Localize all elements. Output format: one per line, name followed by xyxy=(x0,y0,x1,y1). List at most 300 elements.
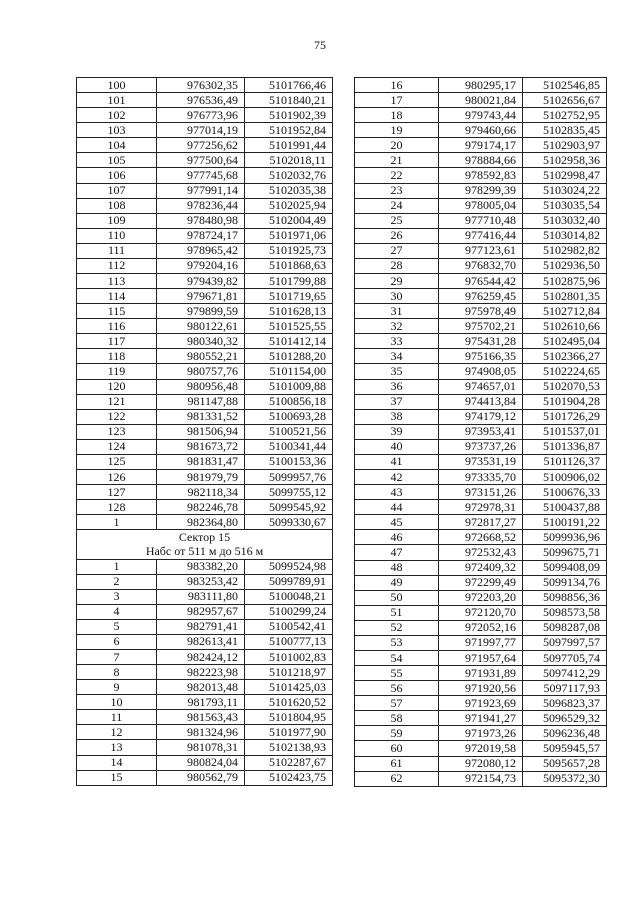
point-number-cell: 123 xyxy=(77,424,157,439)
x-coordinate-cell: 981331,52 xyxy=(157,409,245,424)
x-coordinate-cell: 977500,64 xyxy=(157,153,245,168)
x-coordinate-cell: 972154,73 xyxy=(439,771,523,786)
x-coordinate-cell: 977416,44 xyxy=(439,228,523,243)
y-coordinate-cell: 5098573,58 xyxy=(523,605,607,620)
table-row xyxy=(77,183,333,198)
table-row xyxy=(77,755,333,770)
y-coordinate-cell: 5096236,48 xyxy=(523,726,607,741)
point-number-cell: 15 xyxy=(77,770,157,785)
y-coordinate-cell: 5100856,18 xyxy=(245,394,333,409)
y-coordinate-cell: 5102423,75 xyxy=(245,770,333,785)
point-number-cell: 1 xyxy=(77,515,157,530)
y-coordinate-cell: 5100676,33 xyxy=(523,485,607,500)
y-coordinate-cell: 5101952,84 xyxy=(245,123,333,138)
x-coordinate-cell: 983253,42 xyxy=(157,574,245,589)
point-number-cell: 43 xyxy=(355,485,439,500)
x-coordinate-cell: 977256,62 xyxy=(157,138,245,153)
point-number-cell: 17 xyxy=(355,93,439,108)
table-row xyxy=(355,575,607,590)
table-row xyxy=(77,123,333,138)
table-row xyxy=(77,589,333,604)
table-row xyxy=(77,574,333,589)
point-number-cell: 103 xyxy=(77,123,157,138)
point-number-cell: 23 xyxy=(355,183,439,198)
page-number: 75 xyxy=(314,38,326,52)
table-row xyxy=(77,213,333,228)
table-row xyxy=(355,439,607,454)
y-coordinate-cell: 5099408,09 xyxy=(523,560,607,575)
y-coordinate-cell: 5102998,47 xyxy=(523,168,607,183)
table-row xyxy=(77,93,333,108)
table-row xyxy=(355,228,607,243)
point-number-cell: 21 xyxy=(355,153,439,168)
x-coordinate-cell: 972299,49 xyxy=(439,575,523,590)
point-number-cell: 101 xyxy=(77,93,157,108)
y-coordinate-cell: 5101336,87 xyxy=(523,439,607,454)
table-row xyxy=(77,304,333,319)
y-coordinate-cell: 5101537,01 xyxy=(523,424,607,439)
table-row xyxy=(77,710,333,725)
table-row xyxy=(355,274,607,289)
x-coordinate-cell: 983382,20 xyxy=(157,559,245,574)
x-coordinate-cell: 972203,20 xyxy=(439,590,523,605)
sector-title: Сектор 15 xyxy=(77,530,333,545)
table-row xyxy=(355,153,607,168)
table-row xyxy=(355,138,607,153)
y-coordinate-cell: 5099755,12 xyxy=(245,485,333,500)
x-coordinate-cell: 979743,44 xyxy=(439,108,523,123)
table-row xyxy=(355,741,607,756)
x-coordinate-cell: 972532,43 xyxy=(439,545,523,560)
left-coordinates-table xyxy=(76,77,333,786)
point-number-cell: 16 xyxy=(355,78,439,93)
y-coordinate-cell: 5095372,30 xyxy=(523,771,607,786)
table-row xyxy=(77,424,333,439)
point-number-cell: 126 xyxy=(77,470,157,485)
x-coordinate-cell: 980956,48 xyxy=(157,379,245,394)
table-row xyxy=(77,198,333,213)
y-coordinate-cell: 5102138,93 xyxy=(245,740,333,755)
table-row xyxy=(77,153,333,168)
table-row xyxy=(355,590,607,605)
x-coordinate-cell: 980552,21 xyxy=(157,349,245,364)
table-row xyxy=(77,485,333,500)
y-coordinate-cell: 5102875,96 xyxy=(523,274,607,289)
table-row xyxy=(355,78,607,93)
y-coordinate-cell: 5095657,28 xyxy=(523,756,607,771)
table-row xyxy=(355,183,607,198)
sector-header-row xyxy=(77,544,333,559)
point-number-cell: 121 xyxy=(77,394,157,409)
y-coordinate-cell: 5095945,57 xyxy=(523,741,607,756)
x-coordinate-cell: 981793,11 xyxy=(157,695,245,710)
y-coordinate-cell: 5100153,36 xyxy=(245,454,333,469)
y-coordinate-cell: 5097997,57 xyxy=(523,635,607,650)
table-row xyxy=(355,168,607,183)
y-coordinate-cell: 5103035,54 xyxy=(523,198,607,213)
y-coordinate-cell: 5100341,44 xyxy=(245,439,333,454)
point-number-cell: 110 xyxy=(77,228,157,243)
x-coordinate-cell: 972409,32 xyxy=(439,560,523,575)
point-number-cell: 119 xyxy=(77,364,157,379)
point-number-cell: 127 xyxy=(77,485,157,500)
x-coordinate-cell: 982364,80 xyxy=(157,515,245,530)
table-row xyxy=(77,364,333,379)
x-coordinate-cell: 973335,70 xyxy=(439,470,523,485)
x-coordinate-cell: 978965,42 xyxy=(157,243,245,258)
x-coordinate-cell: 974179,12 xyxy=(439,409,523,424)
right-coordinates-table xyxy=(354,77,607,787)
point-number-cell: 34 xyxy=(355,349,439,364)
table-row xyxy=(355,485,607,500)
table-row xyxy=(77,289,333,304)
table-row xyxy=(355,123,607,138)
y-coordinate-cell: 5100299,24 xyxy=(245,604,333,619)
y-coordinate-cell: 5101804,95 xyxy=(245,710,333,725)
table-row xyxy=(355,108,607,123)
x-coordinate-cell: 975166,35 xyxy=(439,349,523,364)
point-number-cell: 19 xyxy=(355,123,439,138)
x-coordinate-cell: 972978,31 xyxy=(439,500,523,515)
table-row xyxy=(77,604,333,619)
point-number-cell: 5 xyxy=(77,619,157,634)
x-coordinate-cell: 981324,96 xyxy=(157,725,245,740)
table-row xyxy=(355,650,607,665)
x-coordinate-cell: 981563,43 xyxy=(157,710,245,725)
x-coordinate-cell: 973531,19 xyxy=(439,454,523,469)
y-coordinate-cell: 5098287,08 xyxy=(523,620,607,635)
y-coordinate-cell: 5102035,38 xyxy=(245,183,333,198)
table-row xyxy=(77,274,333,289)
x-coordinate-cell: 974413,84 xyxy=(439,394,523,409)
y-coordinate-cell: 5101525,55 xyxy=(245,319,333,334)
y-coordinate-cell: 5100521,56 xyxy=(245,424,333,439)
x-coordinate-cell: 976302,35 xyxy=(157,78,245,93)
point-number-cell: 49 xyxy=(355,575,439,590)
table-row xyxy=(77,108,333,123)
point-number-cell: 50 xyxy=(355,590,439,605)
x-coordinate-cell: 977123,61 xyxy=(439,243,523,258)
x-coordinate-cell: 971997,77 xyxy=(439,635,523,650)
x-coordinate-cell: 976773,96 xyxy=(157,108,245,123)
table-row xyxy=(77,78,333,93)
x-coordinate-cell: 971957,64 xyxy=(439,650,523,665)
point-number-cell: 53 xyxy=(355,635,439,650)
x-coordinate-cell: 979460,66 xyxy=(439,123,523,138)
point-number-cell: 46 xyxy=(355,530,439,545)
x-coordinate-cell: 971923,69 xyxy=(439,696,523,711)
x-coordinate-cell: 982613,41 xyxy=(157,634,245,649)
y-coordinate-cell: 5099936,96 xyxy=(523,530,607,545)
x-coordinate-cell: 977745,68 xyxy=(157,168,245,183)
point-number-cell: 14 xyxy=(77,755,157,770)
point-number-cell: 56 xyxy=(355,681,439,696)
table-row xyxy=(77,619,333,634)
table-row xyxy=(355,545,607,560)
point-number-cell: 125 xyxy=(77,454,157,469)
point-number-cell: 13 xyxy=(77,740,157,755)
y-coordinate-cell: 5101126,37 xyxy=(523,454,607,469)
table-row xyxy=(77,138,333,153)
table-row xyxy=(77,634,333,649)
x-coordinate-cell: 975702,21 xyxy=(439,319,523,334)
y-coordinate-cell: 5102801,35 xyxy=(523,289,607,304)
table-row xyxy=(355,319,607,334)
point-number-cell: 45 xyxy=(355,515,439,530)
point-number-cell: 128 xyxy=(77,500,157,515)
point-number-cell: 11 xyxy=(77,710,157,725)
point-number-cell: 114 xyxy=(77,289,157,304)
table-row xyxy=(355,454,607,469)
point-number-cell: 117 xyxy=(77,334,157,349)
x-coordinate-cell: 978724,17 xyxy=(157,228,245,243)
y-coordinate-cell: 5102070,53 xyxy=(523,379,607,394)
y-coordinate-cell: 5101868,63 xyxy=(245,258,333,273)
x-coordinate-cell: 979671,81 xyxy=(157,289,245,304)
y-coordinate-cell: 5102032,76 xyxy=(245,168,333,183)
x-coordinate-cell: 980824,04 xyxy=(157,755,245,770)
x-coordinate-cell: 972668,52 xyxy=(439,530,523,545)
y-coordinate-cell: 5102025,94 xyxy=(245,198,333,213)
y-coordinate-cell: 5100048,21 xyxy=(245,589,333,604)
table-row xyxy=(77,379,333,394)
y-coordinate-cell: 5101412,14 xyxy=(245,334,333,349)
point-number-cell: 18 xyxy=(355,108,439,123)
x-coordinate-cell: 972817,27 xyxy=(439,515,523,530)
y-coordinate-cell: 5102366,27 xyxy=(523,349,607,364)
point-number-cell: 27 xyxy=(355,243,439,258)
point-number-cell: 2 xyxy=(77,574,157,589)
point-number-cell: 115 xyxy=(77,304,157,319)
point-number-cell: 107 xyxy=(77,183,157,198)
y-coordinate-cell: 5096529,32 xyxy=(523,711,607,726)
table-row xyxy=(77,740,333,755)
point-number-cell: 104 xyxy=(77,138,157,153)
table-row xyxy=(355,560,607,575)
y-coordinate-cell: 5102004,49 xyxy=(245,213,333,228)
point-number-cell: 122 xyxy=(77,409,157,424)
table-row xyxy=(77,454,333,469)
point-number-cell: 40 xyxy=(355,439,439,454)
y-coordinate-cell: 5101628,13 xyxy=(245,304,333,319)
x-coordinate-cell: 983111,80 xyxy=(157,589,245,604)
y-coordinate-cell: 5103014,82 xyxy=(523,228,607,243)
point-number-cell: 8 xyxy=(77,665,157,680)
sector-header-row xyxy=(77,530,333,545)
y-coordinate-cell: 5100542,41 xyxy=(245,619,333,634)
x-coordinate-cell: 976544,42 xyxy=(439,274,523,289)
y-coordinate-cell: 5101904,28 xyxy=(523,394,607,409)
point-number-cell: 111 xyxy=(77,243,157,258)
y-coordinate-cell: 5099330,67 xyxy=(245,515,333,530)
table-row xyxy=(77,649,333,664)
x-coordinate-cell: 978884,66 xyxy=(439,153,523,168)
table-row xyxy=(77,334,333,349)
point-number-cell: 116 xyxy=(77,319,157,334)
x-coordinate-cell: 981506,94 xyxy=(157,424,245,439)
point-number-cell: 57 xyxy=(355,696,439,711)
y-coordinate-cell: 5099789,91 xyxy=(245,574,333,589)
y-coordinate-cell: 5102495,04 xyxy=(523,334,607,349)
table-row xyxy=(355,515,607,530)
x-coordinate-cell: 982118,34 xyxy=(157,485,245,500)
y-coordinate-cell: 5097705,74 xyxy=(523,650,607,665)
y-coordinate-cell: 5099524,98 xyxy=(245,559,333,574)
point-number-cell: 109 xyxy=(77,213,157,228)
point-number-cell: 26 xyxy=(355,228,439,243)
y-coordinate-cell: 5101009,88 xyxy=(245,379,333,394)
y-coordinate-cell: 5100693,28 xyxy=(245,409,333,424)
table-row xyxy=(355,771,607,786)
table-row xyxy=(355,726,607,741)
y-coordinate-cell: 5100906,02 xyxy=(523,470,607,485)
x-coordinate-cell: 978592,83 xyxy=(439,168,523,183)
y-coordinate-cell: 5101971,06 xyxy=(245,228,333,243)
table-row xyxy=(77,725,333,740)
table-row xyxy=(77,168,333,183)
y-coordinate-cell: 5101620,52 xyxy=(245,695,333,710)
x-coordinate-cell: 981078,31 xyxy=(157,740,245,755)
x-coordinate-cell: 978480,98 xyxy=(157,213,245,228)
table-row xyxy=(77,665,333,680)
point-number-cell: 37 xyxy=(355,394,439,409)
x-coordinate-cell: 978236,44 xyxy=(157,198,245,213)
table-row xyxy=(355,605,607,620)
table-row xyxy=(355,666,607,681)
y-coordinate-cell: 5102287,67 xyxy=(245,755,333,770)
y-coordinate-cell: 5101218,97 xyxy=(245,665,333,680)
y-coordinate-cell: 5101288,20 xyxy=(245,349,333,364)
x-coordinate-cell: 972120,70 xyxy=(439,605,523,620)
x-coordinate-cell: 982223,98 xyxy=(157,665,245,680)
point-number-cell: 118 xyxy=(77,349,157,364)
x-coordinate-cell: 971973,26 xyxy=(439,726,523,741)
x-coordinate-cell: 980295,17 xyxy=(439,78,523,93)
table-row xyxy=(77,243,333,258)
point-number-cell: 58 xyxy=(355,711,439,726)
y-coordinate-cell: 5100191,22 xyxy=(523,515,607,530)
x-coordinate-cell: 982013,48 xyxy=(157,680,245,695)
table-row xyxy=(355,470,607,485)
table-row xyxy=(77,559,333,574)
x-coordinate-cell: 981979,79 xyxy=(157,470,245,485)
y-coordinate-cell: 5101766,46 xyxy=(245,78,333,93)
y-coordinate-cell: 5101719,65 xyxy=(245,289,333,304)
point-number-cell: 48 xyxy=(355,560,439,575)
table-row xyxy=(355,635,607,650)
point-number-cell: 60 xyxy=(355,741,439,756)
y-coordinate-cell: 5103024,22 xyxy=(523,183,607,198)
y-coordinate-cell: 5101991,44 xyxy=(245,138,333,153)
point-number-cell: 12 xyxy=(77,725,157,740)
point-number-cell: 30 xyxy=(355,289,439,304)
point-number-cell: 55 xyxy=(355,666,439,681)
x-coordinate-cell: 975978,49 xyxy=(439,304,523,319)
point-number-cell: 42 xyxy=(355,470,439,485)
x-coordinate-cell: 980021,84 xyxy=(439,93,523,108)
table-row xyxy=(355,213,607,228)
point-number-cell: 28 xyxy=(355,258,439,273)
table-row xyxy=(77,439,333,454)
point-number-cell: 22 xyxy=(355,168,439,183)
table-row xyxy=(77,319,333,334)
y-coordinate-cell: 5097117,93 xyxy=(523,681,607,696)
x-coordinate-cell: 977991,14 xyxy=(157,183,245,198)
x-coordinate-cell: 979899,59 xyxy=(157,304,245,319)
table-row xyxy=(77,695,333,710)
point-number-cell: 59 xyxy=(355,726,439,741)
y-coordinate-cell: 5096823,37 xyxy=(523,696,607,711)
table-row xyxy=(355,530,607,545)
table-row xyxy=(355,620,607,635)
y-coordinate-cell: 5101002,83 xyxy=(245,649,333,664)
point-number-cell: 24 xyxy=(355,198,439,213)
point-number-cell: 54 xyxy=(355,650,439,665)
y-coordinate-cell: 5098856,36 xyxy=(523,590,607,605)
table-row xyxy=(355,394,607,409)
x-coordinate-cell: 980757,76 xyxy=(157,364,245,379)
x-coordinate-cell: 974908,05 xyxy=(439,364,523,379)
y-coordinate-cell: 5102546,85 xyxy=(523,78,607,93)
point-number-cell: 47 xyxy=(355,545,439,560)
point-number-cell: 35 xyxy=(355,364,439,379)
table-row xyxy=(355,198,607,213)
table-row xyxy=(355,334,607,349)
x-coordinate-cell: 982424,12 xyxy=(157,649,245,664)
y-coordinate-cell: 5102936,50 xyxy=(523,258,607,273)
table-row xyxy=(355,424,607,439)
point-number-cell: 62 xyxy=(355,771,439,786)
y-coordinate-cell: 5100777,13 xyxy=(245,634,333,649)
table-row xyxy=(355,289,607,304)
point-number-cell: 25 xyxy=(355,213,439,228)
x-coordinate-cell: 982246,78 xyxy=(157,500,245,515)
point-number-cell: 1 xyxy=(77,559,157,574)
y-coordinate-cell: 5097412,29 xyxy=(523,666,607,681)
x-coordinate-cell: 982957,67 xyxy=(157,604,245,619)
y-coordinate-cell: 5101154,00 xyxy=(245,364,333,379)
point-number-cell: 38 xyxy=(355,409,439,424)
x-coordinate-cell: 979174,17 xyxy=(439,138,523,153)
y-coordinate-cell: 5101840,21 xyxy=(245,93,333,108)
point-number-cell: 33 xyxy=(355,334,439,349)
point-number-cell: 4 xyxy=(77,604,157,619)
table-row xyxy=(355,243,607,258)
x-coordinate-cell: 971931,89 xyxy=(439,666,523,681)
y-coordinate-cell: 5100437,88 xyxy=(523,500,607,515)
y-coordinate-cell: 5102018,11 xyxy=(245,153,333,168)
point-number-cell: 106 xyxy=(77,168,157,183)
point-number-cell: 105 xyxy=(77,153,157,168)
point-number-cell: 108 xyxy=(77,198,157,213)
table-row xyxy=(77,258,333,273)
x-coordinate-cell: 976536,49 xyxy=(157,93,245,108)
x-coordinate-cell: 972052,16 xyxy=(439,620,523,635)
x-coordinate-cell: 982791,41 xyxy=(157,619,245,634)
table-row xyxy=(355,500,607,515)
table-row xyxy=(355,349,607,364)
x-coordinate-cell: 973953,41 xyxy=(439,424,523,439)
x-coordinate-cell: 974657,01 xyxy=(439,379,523,394)
sector-subtitle: Набс от 511 м до 516 м xyxy=(77,544,333,559)
point-number-cell: 29 xyxy=(355,274,439,289)
x-coordinate-cell: 976832,70 xyxy=(439,258,523,273)
x-coordinate-cell: 978005,04 xyxy=(439,198,523,213)
table-row xyxy=(77,394,333,409)
point-number-cell: 100 xyxy=(77,78,157,93)
x-coordinate-cell: 980562,79 xyxy=(157,770,245,785)
table-row xyxy=(355,93,607,108)
